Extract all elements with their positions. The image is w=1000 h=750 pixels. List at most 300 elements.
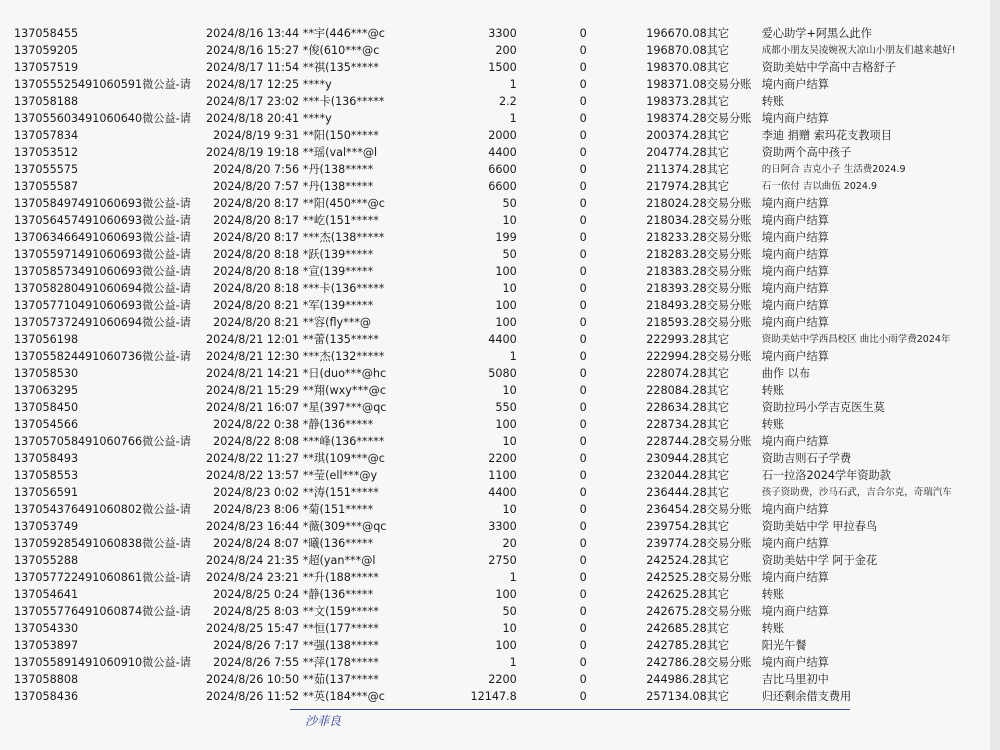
transaction-type: 其它 [706, 418, 730, 431]
amount: 4400 [488, 486, 517, 499]
transaction-type: 交易分账 [706, 197, 752, 210]
amount: 100 [495, 418, 517, 431]
counterparty-account: ***峰(136***** [302, 435, 385, 448]
transaction-id: 137063466491060693微公益-请 [14, 231, 191, 244]
transaction-time: 2024/8/26 7:55 [213, 656, 300, 669]
time-account-cell [206, 399, 397, 416]
time-account-cell [206, 25, 397, 42]
transaction-time: 2024/8/17 11:54 [206, 61, 300, 74]
balance: 244986.28 [646, 673, 707, 686]
transaction-time: 2024/8/20 8:18 [213, 282, 300, 295]
transaction-type: 交易分账 [706, 350, 752, 363]
fee: 0 [579, 622, 587, 635]
balance: 228744.28 [646, 435, 707, 448]
transaction-id: 137058280491060694微公益-请 [14, 282, 191, 295]
amount: 100 [495, 639, 517, 652]
transaction-note: 资助美姑中学西昌校区 曲比小雨学费2024年 [761, 334, 951, 345]
time-account-cell [206, 603, 397, 620]
transaction-time: 2024/8/16 15:27 [206, 44, 300, 57]
transaction-id: 137058450 [14, 401, 79, 414]
transaction-note: 境内商户结算 [761, 503, 829, 516]
transaction-time: 2024/8/22 8:08 [213, 435, 300, 448]
counterparty-account: *日(duo***@hc [302, 367, 387, 380]
time-account-cell [206, 433, 397, 450]
amount: 10 [502, 214, 517, 227]
table-row [14, 195, 992, 212]
balance: 218233.28 [646, 231, 707, 244]
counterparty-account: *俊(610***@c [302, 44, 380, 57]
transaction-type: 其它 [706, 486, 730, 499]
transaction-type: 其它 [706, 163, 730, 176]
transaction-time: 2024/8/18 20:41 [206, 112, 300, 125]
counterparty-account: **茹(137***** [302, 673, 379, 686]
counterparty-account: *菊(151***** [302, 503, 374, 516]
fee: 0 [579, 673, 587, 686]
fee: 0 [579, 265, 587, 278]
counterparty-account: *超(yan***@l [302, 554, 376, 567]
counterparty-account: **瑶(val***@l [302, 146, 378, 159]
time-account-cell [206, 195, 397, 212]
time-account-cell [206, 484, 397, 501]
fee: 0 [579, 129, 587, 142]
counterparty-account: ***卡(136***** [302, 95, 385, 108]
transaction-note: 转账 [761, 95, 785, 108]
balance: 211374.28 [646, 163, 707, 176]
amount: 100 [495, 299, 517, 312]
table-row [14, 93, 992, 110]
transaction-time: 2024/8/24 23:21 [206, 571, 300, 584]
counterparty-account: *宣(139***** [302, 265, 374, 278]
table-row [14, 382, 992, 399]
transaction-note: 境内商户结算 [761, 605, 829, 618]
transaction-table-body [14, 25, 992, 705]
transaction-time: 2024/8/20 8:17 [213, 214, 300, 227]
table-row [14, 331, 992, 348]
transaction-id: 137054376491060802微公益-请 [14, 503, 191, 516]
time-account-cell [206, 93, 397, 110]
balance: 257134.08 [646, 690, 707, 703]
counterparty-account: *军(139***** [302, 299, 374, 312]
handwritten-signature: 沙菲良 [305, 714, 342, 728]
transaction-id: 137057372491060694微公益-请 [14, 316, 191, 329]
transaction-time: 2024/8/20 8:21 [213, 316, 300, 329]
table-row [14, 42, 992, 59]
fee: 0 [579, 690, 587, 703]
transaction-note: 境内商户结算 [761, 214, 829, 227]
counterparty-account: **涛(151***** [302, 486, 379, 499]
amount: 20 [502, 537, 517, 550]
transaction-note: 成都小朋友吴凌婉祝大凉山小朋友们越来越好! [761, 45, 956, 56]
transaction-note: 曲作 以布 [761, 367, 811, 380]
transaction-time: 2024/8/26 7:17 [213, 639, 300, 652]
transaction-type: 交易分账 [706, 316, 752, 329]
counterparty-account: ***杰(132***** [302, 350, 385, 363]
time-account-cell [206, 365, 397, 382]
transaction-note: 转账 [761, 384, 785, 397]
balance: 198374.28 [646, 112, 707, 125]
time-account-cell [206, 382, 397, 399]
amount: 1 [509, 112, 517, 125]
transaction-type: 其它 [706, 469, 730, 482]
time-account-cell [206, 314, 397, 331]
time-account-cell [206, 348, 397, 365]
table-row [14, 297, 992, 314]
time-account-cell [206, 450, 397, 467]
fee: 0 [579, 554, 587, 567]
transaction-time: 2024/8/25 8:03 [213, 605, 300, 618]
transaction-id: 137055587 [14, 180, 79, 193]
amount: 1 [509, 78, 517, 91]
transaction-id: 137058497491060693微公益-请 [14, 197, 191, 210]
transaction-time: 2024/8/21 14:21 [206, 367, 300, 380]
transaction-id: 137059285491060838微公益-请 [14, 537, 191, 550]
balance: 222993.28 [646, 333, 707, 346]
transaction-id: 137057058491060766微公益-请 [14, 435, 191, 448]
amount: 1 [509, 350, 517, 363]
table-row [14, 586, 992, 603]
time-account-cell [206, 59, 397, 76]
counterparty-account: **恒(177***** [302, 622, 379, 635]
counterparty-account: **文(159***** [302, 605, 379, 618]
counterparty-account: *曦(136***** [302, 537, 374, 550]
counterparty-account: ****y [302, 112, 332, 125]
transaction-id: 137053749 [14, 520, 79, 533]
table-row [14, 76, 992, 93]
fee: 0 [579, 571, 587, 584]
transaction-type: 其它 [706, 690, 730, 703]
table-row [14, 637, 992, 654]
amount: 2200 [488, 673, 517, 686]
table-row [14, 348, 992, 365]
table-row [14, 501, 992, 518]
transaction-id: 137056457491060693微公益-请 [14, 214, 191, 227]
transaction-type: 交易分账 [706, 248, 752, 261]
amount: 10 [502, 384, 517, 397]
transaction-id: 137056591 [14, 486, 79, 499]
balance: 239774.28 [646, 537, 707, 550]
balance: 242685.28 [646, 622, 707, 635]
transaction-type: 交易分账 [706, 571, 752, 584]
transaction-id: 137054641 [14, 588, 79, 601]
transaction-time: 2024/8/21 12:01 [206, 333, 300, 346]
transaction-note: 李迪 捐赠 索玛花支教项目 [761, 129, 892, 142]
transaction-note: 转账 [761, 418, 785, 431]
transaction-note: 归还剩余借支费用 [761, 690, 852, 703]
balance: 242625.28 [646, 588, 707, 601]
transaction-time: 2024/8/20 7:56 [213, 163, 300, 176]
balance: 242525.28 [646, 571, 707, 584]
time-account-cell [206, 110, 397, 127]
fee: 0 [579, 78, 587, 91]
balance: 196670.08 [646, 27, 707, 40]
fee: 0 [579, 520, 587, 533]
transaction-time: 2024/8/24 8:07 [213, 537, 300, 550]
transaction-type: 其它 [706, 95, 730, 108]
transaction-time: 2024/8/21 12:30 [206, 350, 300, 363]
transaction-id: 137054566 [14, 418, 79, 431]
transaction-time: 2024/8/22 0:38 [213, 418, 300, 431]
transaction-note: 境内商户结算 [761, 265, 829, 278]
counterparty-account: *丹(138***** [302, 163, 374, 176]
transaction-note: 转账 [761, 622, 785, 635]
time-account-cell [206, 654, 397, 671]
time-account-cell [206, 280, 397, 297]
fee: 0 [579, 282, 587, 295]
transaction-type: 其它 [706, 520, 730, 533]
time-account-cell [206, 297, 397, 314]
time-account-cell [206, 637, 397, 654]
transaction-time: 2024/8/23 0:02 [213, 486, 300, 499]
transaction-id: 137058808 [14, 673, 79, 686]
underline [290, 709, 850, 710]
transaction-id: 137057722491060861微公益-请 [14, 571, 191, 584]
table-row [14, 654, 992, 671]
fee: 0 [579, 656, 587, 669]
balance: 218024.28 [646, 197, 707, 210]
amount: 12147.8 [470, 690, 517, 703]
transaction-note: 境内商户结算 [761, 537, 829, 550]
transaction-time: 2024/8/20 8:18 [213, 265, 300, 278]
transaction-type: 交易分账 [706, 605, 752, 618]
transaction-id: 137056198 [14, 333, 79, 346]
balance: 228074.28 [646, 367, 707, 380]
transaction-note: 资助两个高中孩子 [761, 146, 852, 159]
transaction-type: 交易分账 [706, 78, 752, 91]
time-account-cell [206, 42, 397, 59]
transaction-type: 其它 [706, 129, 730, 142]
amount: 1 [509, 656, 517, 669]
transaction-time: 2024/8/17 12:25 [206, 78, 300, 91]
transaction-note: 资助拉玛小学吉克医生莫 [761, 401, 885, 414]
transaction-time: 2024/8/20 7:57 [213, 180, 300, 193]
transaction-type: 其它 [706, 146, 730, 159]
fee: 0 [579, 486, 587, 499]
amount: 1500 [488, 61, 517, 74]
table-row [14, 416, 992, 433]
fee: 0 [579, 316, 587, 329]
fee: 0 [579, 163, 587, 176]
balance: 218393.28 [646, 282, 707, 295]
fee: 0 [579, 112, 587, 125]
balance: 218283.28 [646, 248, 707, 261]
amount: 4400 [488, 333, 517, 346]
fee: 0 [579, 61, 587, 74]
table-row [14, 552, 992, 569]
table-row [14, 161, 992, 178]
transaction-id: 137053897 [14, 639, 79, 652]
transaction-type: 交易分账 [706, 214, 752, 227]
table-row [14, 144, 992, 161]
transaction-time: 2024/8/19 9:31 [213, 129, 300, 142]
transaction-type: 交易分账 [706, 231, 752, 244]
counterparty-account: *静(136***** [302, 588, 374, 601]
balance: 228734.28 [646, 418, 707, 431]
balance: 230944.28 [646, 452, 707, 465]
table-row [14, 433, 992, 450]
fee: 0 [579, 44, 587, 57]
counterparty-account: *星(397***@qc [302, 401, 387, 414]
transaction-table [14, 25, 992, 705]
transaction-type: 其它 [706, 401, 730, 414]
transaction-id: 137058455 [14, 27, 79, 40]
transaction-note: 的日阿合 吉克小子 生活费2024.9 [761, 164, 906, 175]
transaction-id: 137057519 [14, 61, 79, 74]
transaction-note: 资助美姑中学高中吉格舒子 [761, 61, 896, 74]
amount: 1100 [488, 469, 517, 482]
transaction-type: 其它 [706, 622, 730, 635]
amount: 5080 [488, 367, 517, 380]
fee: 0 [579, 214, 587, 227]
transaction-id: 137058530 [14, 367, 79, 380]
transaction-note: 石一依付 吉以曲伍 2024.9 [761, 181, 878, 192]
fee: 0 [579, 605, 587, 618]
transaction-type: 交易分账 [706, 299, 752, 312]
transaction-id: 137058436 [14, 690, 79, 703]
table-row [14, 229, 992, 246]
transaction-time: 2024/8/16 13:44 [206, 27, 300, 40]
counterparty-account: **萍(178***** [302, 656, 379, 669]
transaction-time: 2024/8/26 10:50 [206, 673, 300, 686]
transaction-id: 137058493 [14, 452, 79, 465]
amount: 10 [502, 503, 517, 516]
amount: 200 [495, 44, 517, 57]
fee: 0 [579, 299, 587, 312]
fee: 0 [579, 452, 587, 465]
transaction-id: 137058553 [14, 469, 79, 482]
balance: 218034.28 [646, 214, 707, 227]
counterparty-account: **升(188***** [302, 571, 379, 584]
transaction-type: 其它 [706, 554, 730, 567]
fee: 0 [579, 588, 587, 601]
time-account-cell [206, 569, 397, 586]
table-row [14, 450, 992, 467]
transaction-type: 交易分账 [706, 112, 752, 125]
transaction-note: 吉比马里初中 [761, 673, 829, 686]
amount: 3300 [488, 520, 517, 533]
balance: 217974.28 [646, 180, 707, 193]
time-account-cell [206, 212, 397, 229]
transaction-time: 2024/8/23 8:06 [213, 503, 300, 516]
transaction-note: 境内商户结算 [761, 571, 829, 584]
transaction-time: 2024/8/24 21:35 [206, 554, 300, 567]
transaction-note: 境内商户结算 [761, 350, 829, 363]
counterparty-account: ***卡(136***** [302, 282, 385, 295]
transaction-type: 交易分账 [706, 435, 752, 448]
transaction-note: 境内商户结算 [761, 197, 829, 210]
balance: 218493.28 [646, 299, 707, 312]
time-account-cell [206, 161, 397, 178]
fee: 0 [579, 384, 587, 397]
counterparty-account: **琪(109***@c [302, 452, 385, 465]
time-account-cell [206, 229, 397, 246]
balance: 228634.28 [646, 401, 707, 414]
fee: 0 [579, 27, 587, 40]
transaction-id: 137054330 [14, 622, 79, 635]
amount: 6600 [488, 180, 517, 193]
amount: 100 [495, 316, 517, 329]
transaction-id: 137055288 [14, 554, 79, 567]
transaction-type: 其它 [706, 639, 730, 652]
transaction-type: 其它 [706, 367, 730, 380]
time-account-cell [206, 535, 397, 552]
transaction-time: 2024/8/19 19:18 [206, 146, 300, 159]
fee: 0 [579, 503, 587, 516]
transaction-note: 境内商户结算 [761, 299, 829, 312]
transaction-time: 2024/8/23 16:44 [206, 520, 300, 533]
transaction-type: 交易分账 [706, 282, 752, 295]
transaction-note: 境内商户结算 [761, 316, 829, 329]
table-row [14, 467, 992, 484]
transaction-note: 爱心助学+阿黑么此作 [761, 27, 872, 40]
balance: 204774.28 [646, 146, 707, 159]
transaction-id: 137055525491060591微公益-请 [14, 78, 191, 91]
balance: 198370.08 [646, 61, 707, 74]
transaction-id: 137055971491060693微公益-请 [14, 248, 191, 261]
counterparty-account: **祺(135***** [302, 61, 379, 74]
balance: 198371.08 [646, 78, 707, 91]
transaction-type: 其它 [706, 673, 730, 686]
transaction-id: 137058573491060693微公益-请 [14, 265, 191, 278]
time-account-cell [206, 620, 397, 637]
time-account-cell [206, 416, 397, 433]
amount: 50 [502, 605, 517, 618]
transaction-note: 资助吉则石子学费 [761, 452, 852, 465]
counterparty-account: **屹(151***** [302, 214, 379, 227]
balance: 242785.28 [646, 639, 707, 652]
transaction-note: 境内商户结算 [761, 248, 829, 261]
transaction-note: 孩子资助费，沙马石武，吉合尔克，奇瑞汽车 [761, 487, 952, 498]
amount: 2.2 [498, 95, 517, 108]
amount: 2750 [488, 554, 517, 567]
transaction-type: 其它 [706, 588, 730, 601]
table-row [14, 399, 992, 416]
table-row [14, 620, 992, 637]
table-row [14, 263, 992, 280]
counterparty-account: **莹(ell***@y [302, 469, 378, 482]
amount: 2200 [488, 452, 517, 465]
balance: 200374.28 [646, 129, 707, 142]
fee: 0 [579, 469, 587, 482]
table-row [14, 688, 992, 705]
fee: 0 [579, 248, 587, 261]
transaction-type: 其它 [706, 44, 730, 57]
transaction-note: 资助美姑中学 阿于金花 [761, 554, 878, 567]
table-row [14, 535, 992, 552]
amount: 199 [495, 231, 517, 244]
amount: 2000 [488, 129, 517, 142]
time-account-cell [206, 331, 397, 348]
transaction-id: 137057834 [14, 129, 79, 142]
balance: 218383.28 [646, 265, 707, 278]
time-account-cell [206, 467, 397, 484]
fee: 0 [579, 333, 587, 346]
table-row [14, 569, 992, 586]
amount: 10 [502, 282, 517, 295]
transaction-id: 137057710491060693微公益-请 [14, 299, 191, 312]
transaction-id: 137055603491060640微公益-请 [14, 112, 191, 125]
transaction-time: 2024/8/17 23:02 [206, 95, 300, 108]
transaction-id: 137063295 [14, 384, 79, 397]
transaction-time: 2024/8/25 15:47 [206, 622, 300, 635]
table-row [14, 603, 992, 620]
transaction-type: 其它 [706, 333, 730, 346]
counterparty-account: ****y [302, 78, 332, 91]
time-account-cell [206, 178, 397, 195]
transaction-type: 其它 [706, 384, 730, 397]
transaction-note: 石一拉洛2024学年资助款 [761, 469, 891, 482]
transaction-time: 2024/8/20 8:18 [213, 248, 300, 261]
counterparty-account: *静(136***** [302, 418, 374, 431]
